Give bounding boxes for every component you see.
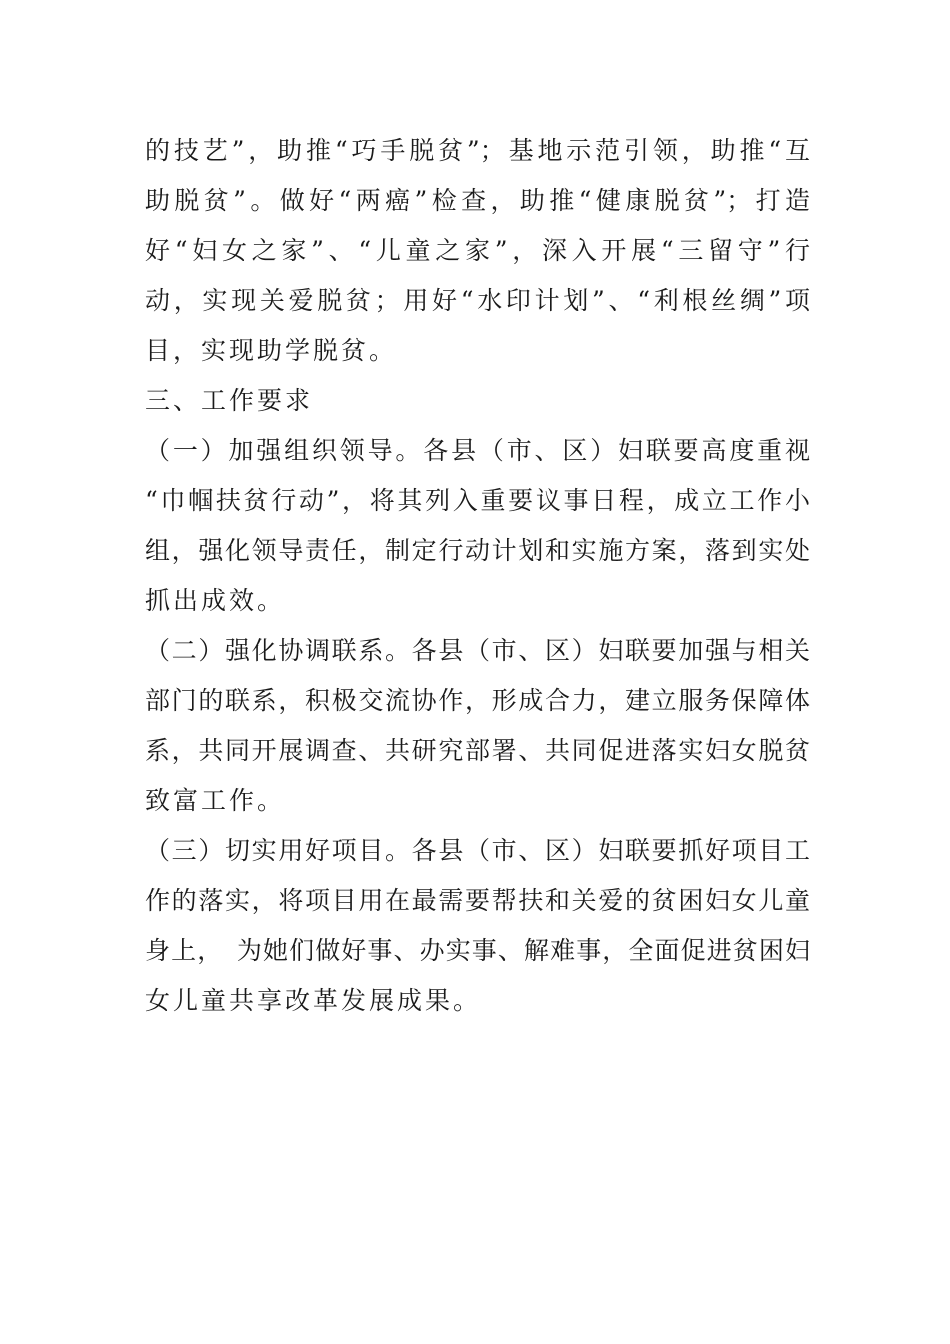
text-line: 部门的联系，积极交流协作，形成合力，建立服务保障体	[145, 686, 810, 715]
text-line: 动，实现关爱脱贫；用好“水印计划”、“利根丝绸”项	[145, 286, 810, 315]
text-line: （二）强化协调联系。各县（市、区）妇联要加强与相关	[145, 636, 810, 665]
text-line: 系，共同开展调查、共研究部署、共同促进落实妇女脱贫	[145, 736, 810, 765]
section-heading: 三、工作要求	[145, 386, 314, 415]
text-line: 组，强化领导责任，制定行动计划和实施方案，落到实处	[145, 536, 810, 565]
text-line: 抓出成效。	[145, 586, 286, 615]
document-body	[145, 126, 810, 1026]
text-line: 身上， 为她们做好事、办实事、解难事，全面促进贫困妇	[145, 936, 810, 965]
text-line: 女儿童共享改革发展成果。	[145, 986, 482, 1015]
text-line: 好“妇女之家”、“儿童之家”，深入开展“三留守”行	[145, 236, 810, 265]
text-line: 目，实现助学脱贫。	[145, 336, 398, 365]
text-line: 作的落实，将项目用在最需要帮扶和关爱的贫困妇女儿童	[145, 886, 810, 915]
text-line: 助脱贫”。做好“两癌”检查，助推“健康脱贫”；打造	[145, 186, 810, 215]
text-line: 的技艺”，助推“巧手脱贫”；基地示范引领，助推“互	[145, 136, 810, 165]
text-line: “巾帼扶贫行动”，将其列入重要议事日程，成立工作小	[145, 486, 810, 515]
text-line: （一）加强组织领导。各县（市、区）妇联要高度重视	[145, 436, 810, 465]
text-line: 致富工作。	[145, 786, 286, 815]
text-line: （三）切实用好项目。各县（市、区）妇联要抓好项目工	[145, 836, 810, 865]
